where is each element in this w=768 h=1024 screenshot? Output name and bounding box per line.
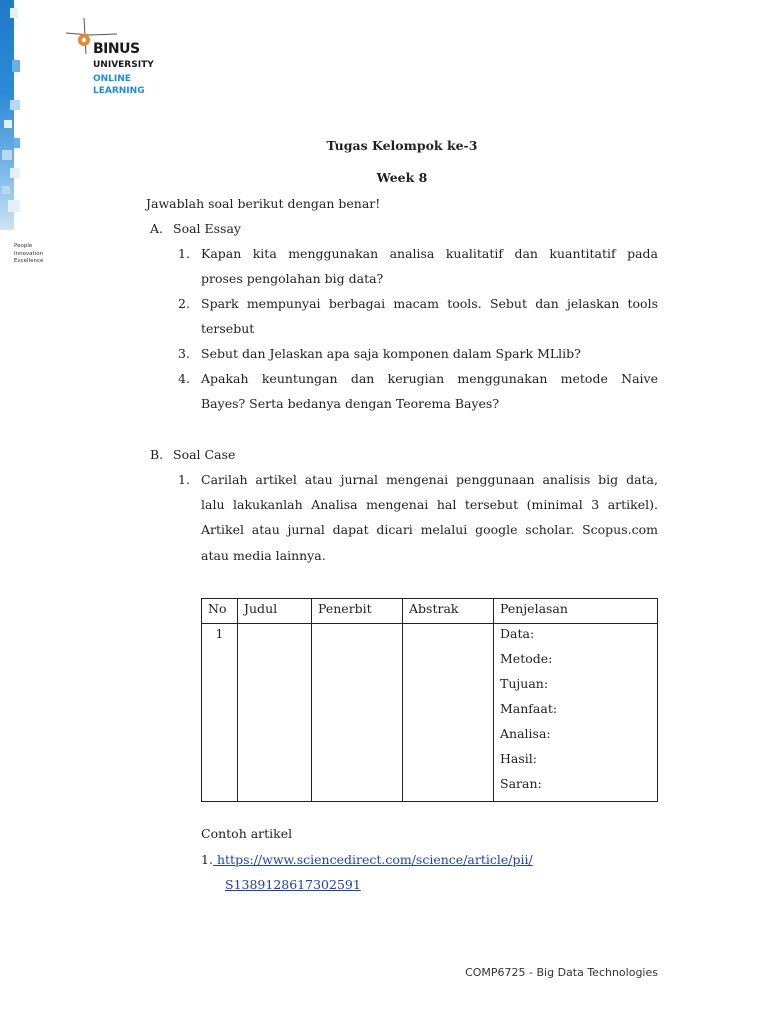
logo-learning-text: LEARNING: [93, 86, 145, 96]
penjelasan-item: Analisa:: [500, 726, 551, 741]
tagline-line: Innovation: [14, 250, 44, 257]
section-b-label: Soal Case: [173, 447, 236, 462]
essay-item-text: tersebut: [201, 321, 255, 336]
column-header-penerbit: Penerbit: [312, 599, 403, 624]
column-header-abstrak: Abstrak: [403, 599, 494, 624]
essay-item-text: Sebut dan Jelaskan apa saja komponen dalam Spark MLlib?: [201, 346, 581, 361]
example-article-link[interactable]: https://www.sciencedirect.com/science/article/pii/: [213, 852, 533, 867]
column-header-no: No: [202, 599, 238, 624]
column-header-penjelasan: Penjelasan: [494, 599, 658, 624]
essay-item-number: 1.: [178, 246, 190, 261]
case-item-text: Carilah artikel atau jurnal mengenai penggunaan analisis big data,: [201, 472, 658, 487]
tagline-line: Excellence: [14, 258, 44, 264]
example-item-number: 1.: [201, 852, 213, 867]
essay-item-text: Spark mempunyai berbagai macam tools. Sebut dan jelaskan tools: [201, 296, 658, 311]
case-item-text: Artikel atau jurnal dapat dicari melalui google scholar. Scopus.com: [201, 522, 658, 537]
essay-item-text: proses pengolahan big data?: [201, 271, 384, 286]
cell-penjelasan: [494, 624, 658, 802]
penjelasan-item: Tujuan:: [500, 676, 549, 691]
logo-university-text: UNIVERSITY: [93, 60, 154, 70]
week-label: Week 8: [376, 170, 428, 185]
penjelasan-item: Hasil:: [500, 751, 537, 766]
penjelasan-item: Manfaat:: [500, 701, 558, 716]
table-row: [202, 624, 658, 802]
essay-item-text: Kapan kita menggunakan analisa kualitatif dan kuantitatif pada: [201, 246, 658, 261]
page-title: Tugas Kelompok ke-3: [326, 138, 478, 153]
section-b-marker: B.: [150, 447, 164, 462]
tagline-line: People: [14, 243, 33, 249]
penjelasan-item: Metode:: [500, 651, 553, 666]
case-item-text: lalu lakukanlah Analisa mengenai hal tersebut (minimal 3 artikel).: [201, 497, 658, 512]
penjelasan-item: Saran:: [500, 776, 542, 791]
case-item-number: 1.: [178, 472, 190, 487]
cell-penerbit: [312, 624, 403, 802]
cell-abstrak: [403, 624, 494, 802]
essay-item-number: 2.: [178, 296, 190, 311]
example-label: Contoh artikel: [201, 826, 293, 841]
column-header-judul: Judul: [238, 599, 312, 624]
section-a-marker: A.: [150, 221, 164, 236]
penjelasan-item: Data:: [500, 626, 535, 641]
intro-text: Jawablah soal berikut dengan benar!: [146, 196, 381, 211]
essay-item-number: 3.: [178, 346, 190, 361]
page-footer: COMP6725 - Big Data Technologies: [465, 966, 658, 979]
article-table: [201, 598, 658, 802]
essay-item-number: 4.: [178, 371, 190, 386]
case-item-text: atau media lainnya.: [201, 548, 326, 563]
logo-online-text: ONLINE: [93, 74, 131, 84]
logo-binus-text: BINUS: [93, 41, 140, 57]
example-article-link-continued[interactable]: S1389128617302591: [225, 877, 361, 892]
table-header-row: [202, 599, 658, 624]
essay-item-text: Apakah keuntungan dan kerugian menggunakan metode Naive: [201, 371, 658, 386]
cell-no: 1: [202, 624, 238, 802]
essay-item-text: Bayes? Serta bedanya dengan Teorema Bayes?: [201, 396, 500, 411]
section-a-label: Soal Essay: [173, 221, 241, 236]
cell-judul: [238, 624, 312, 802]
